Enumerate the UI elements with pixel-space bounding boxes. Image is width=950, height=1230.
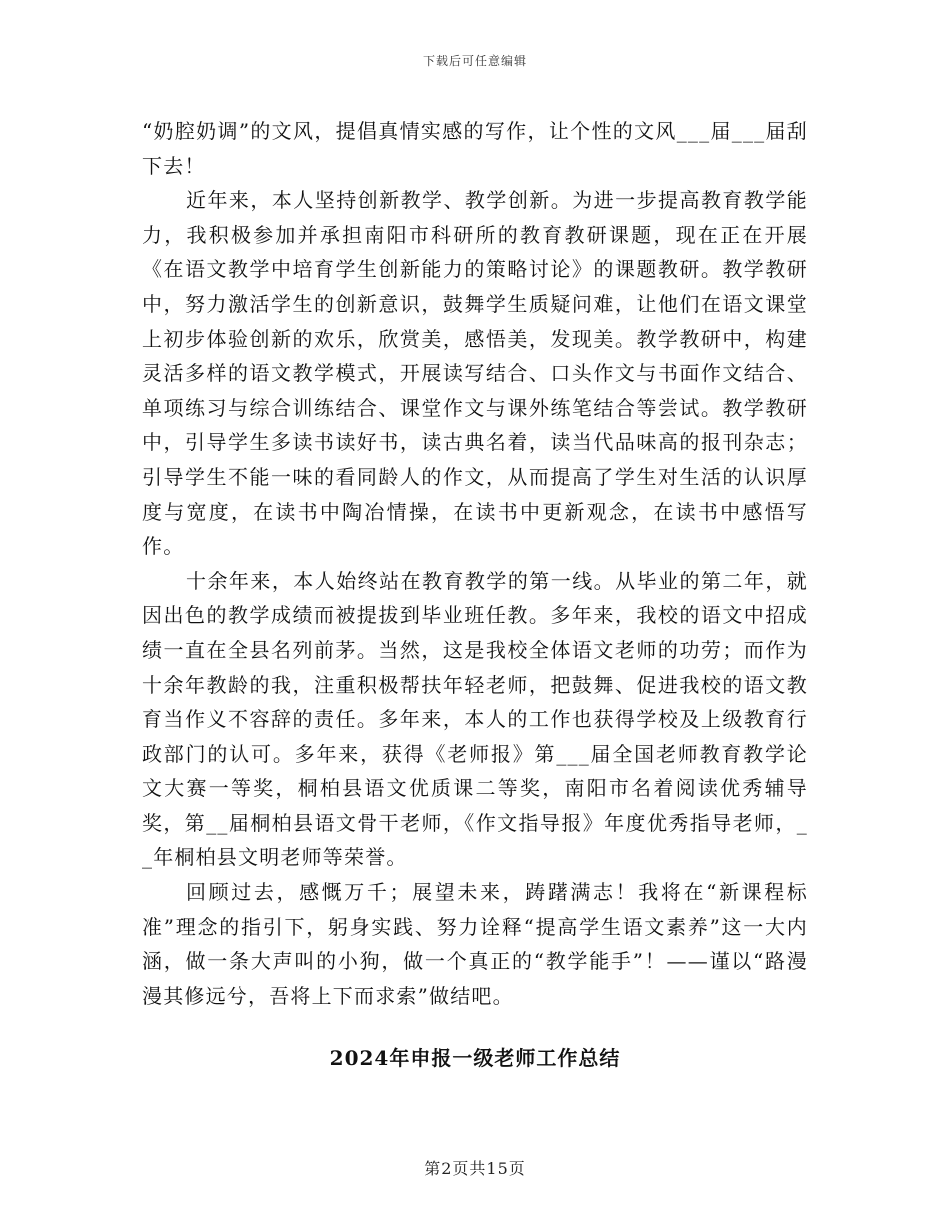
paragraph-continuation: “奶腔奶调”的文风，提倡真情实感的写作，让个性的文风___届___届刮下去！ [142, 119, 808, 178]
document-body [142, 114, 808, 1013]
paragraph-outlook: 回顾过去，感慨万千；展望未来，踌躇满志！我将在“新课程标准”理念的指引下，躬身实践、努力诠释“提高学生语文素养”这一大内涵，做一条大声叫的小狗，做一个真正的“教学能手”！——谨以“路漫漫其修远兮，吾将上下而求索”做结吧。 [142, 880, 808, 1008]
paragraph-innovation: 近年来，本人坚持创新教学、教学创新。为进一步提高教育教学能力，我积极参加并承担南阳市科研所的教育教研课题，现在正在开展《在语文教学中培育学生创新能力的策略讨论》的课题教研。教学教研中，努力激活学生的创新意识，鼓舞学生质疑问难，让他们在语文课堂上初步体验创新的欢乐，欣赏美，感悟美，发现美。教学教研中，构建灵活多样的语文教学模式，开展读写结合、口头作文与书面作文结合、单项练习与综合训练结合、课堂作文与课外练笔结合等尝试。教学教研中，引导学生多读书读好书，读古典名着，读当代品味高的报刊杂志；引导学生不能一味的看同龄人的作文，从而提高了学生对生活的认识厚度与宽度，在读书中陶冶情操，在读书中更新观念，在读书中感悟写作。 [142, 188, 808, 559]
paragraph-frontline: 十余年来，本人始终站在教育教学的第一线。从毕业的第二年，就因出色的教学成绩而被提拔到毕业班任教。多年来，我校的语文中招成绩一直在全县名列前茅。当然，这是我校全体语文老师的功劳；而作为十余年教龄的我，注重积极帮扶年轻老师，把鼓舞、促进我校的语文教育当作义不容辞的责任。多年来，本人的工作也获得学校及上级教育行政部门的认可。多年来，获得《老师报》第___届全国老师教育教学论文大赛一等奖，桐柏县语文优质课二等奖，南阳市名着阅读优秀辅导奖，第__届桐柏县语文骨干老师，《作文指导报》年度优秀指导老师，__年桐柏县文明老师等荣誉。 [142, 568, 808, 870]
section-title: 2024年申报一级老师工作总结 [329, 1046, 621, 1070]
page-header: 下载后可任意编辑 [422, 54, 527, 68]
page-number: 第2页共15页 [424, 1159, 526, 1178]
